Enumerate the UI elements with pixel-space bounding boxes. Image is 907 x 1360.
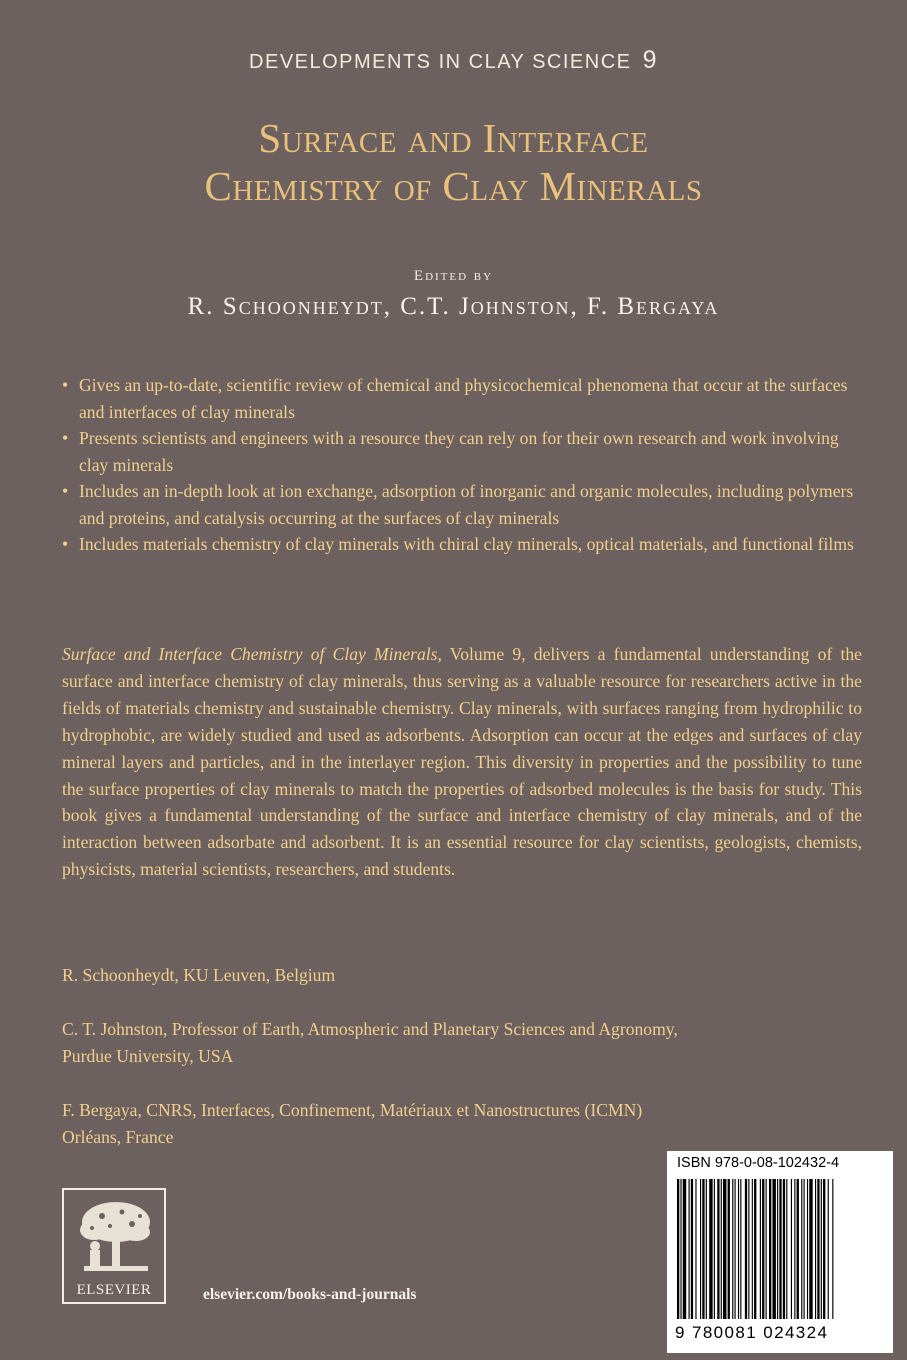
book-title-line-2: Chemistry of Clay Minerals — [204, 163, 703, 209]
ean-digits: 9 780081 024324 — [675, 1323, 829, 1342]
barcode-bar — [804, 1179, 805, 1319]
book-title-line-1: Surface and Interface — [258, 115, 649, 161]
barcode-bar — [717, 1179, 719, 1319]
description-body: Volume 9, delivers a fundamental understanding of the surface and interface chemistry of clay minerals, thus serving as a valuable resource for researchers active in the fields of materials chemistry and sustainable chemistry. Clay minerals, with surfaces ranging from hydrophilic to hydrophobic, are widely studied and used as adsorbents. Adsorption can occur at the edges and surfaces of clay mineral layers and particles, and in the interlayer region. This diversity in properties and the possibility to tune the surface properties of clay minerals to match the properties of adsorbed molecules is the basis for study. This book gives a fundamental understanding of the surface and interface chemistry of clay minerals, and of the interaction between adsorbate and adsorbent. It is an essential resource for clay scientists, geologists, chemists, physicists, material scientists, researchers, and students. — [62, 644, 862, 880]
feature-text: Includes an in-depth look at ion exchange, adsorption of inorganic and organic molecules, including polymers and proteins, and catalysis occurring at the surfaces of clay minerals — [79, 481, 854, 528]
barcode-bar — [728, 1179, 730, 1319]
feature-item — [62, 425, 862, 478]
barcode-bar — [691, 1179, 693, 1319]
feature-text: Includes materials chemistry of clay minerals with chiral clay minerals, optical materials, and functional films — [79, 534, 854, 554]
feature-item — [62, 372, 862, 425]
barcode-bar — [762, 1179, 764, 1319]
barcode-bar — [779, 1179, 781, 1319]
barcode-bar — [821, 1179, 822, 1319]
barcode-bar — [740, 1179, 741, 1319]
bullet-icon: • — [62, 375, 69, 395]
book-description — [62, 641, 862, 883]
barcode-bar — [706, 1179, 707, 1319]
isbn-label: ISBN 978-0-08-102432-4 — [677, 1155, 840, 1171]
affiliation-line: R. Schoonheydt, KU Leuven, Belgium — [62, 965, 336, 985]
barcode-bar — [700, 1179, 701, 1319]
barcode-bar — [748, 1179, 749, 1319]
barcode-bar — [702, 1179, 704, 1319]
barcode-icon — [677, 1179, 883, 1325]
barcode-bar — [817, 1179, 819, 1319]
barcode-bar — [754, 1179, 756, 1319]
isbn-barcode — [667, 1151, 893, 1353]
affiliation-schoonheydt — [62, 962, 862, 989]
series-title — [0, 46, 907, 75]
feature-item — [62, 531, 862, 558]
barcode-bar — [791, 1179, 792, 1319]
barcode-bar — [680, 1179, 681, 1319]
barcode-bar — [677, 1179, 679, 1319]
barcode-bar — [732, 1179, 733, 1319]
barcode-bar — [772, 1179, 775, 1319]
barcode-bar — [689, 1179, 690, 1319]
barcode-bar — [797, 1179, 799, 1319]
elsevier-tree-icon — [72, 1196, 156, 1280]
bullet-icon: • — [62, 534, 69, 554]
affiliation-bergaya — [62, 1097, 862, 1150]
edited-by-label: Edited by — [413, 268, 494, 284]
barcode-bar — [801, 1179, 802, 1319]
affiliation-line: Orléans, France — [62, 1126, 174, 1147]
affiliation-line: F. Bergaya, CNRS, Interfaces, Confinement, Matériaux et Nanostructures (ICMN) — [62, 1100, 643, 1120]
barcode-bar — [695, 1179, 696, 1319]
editors-names: R. Schoonheydt, C.T. Johnston, F. Bergaya — [187, 293, 720, 320]
barcode-bar — [777, 1179, 778, 1319]
elsevier-wordmark: ELSEVIER — [76, 1282, 152, 1298]
barcode-bar — [783, 1179, 785, 1319]
barcode-bar — [760, 1179, 761, 1319]
barcode-bar — [745, 1179, 747, 1319]
barcode-bar — [809, 1179, 812, 1319]
barcode-bar — [815, 1179, 816, 1319]
feature-list — [62, 372, 862, 558]
affiliation-line: C. T. Johnston, Professor of Earth, Atmospheric and Planetary Sciences and Agronomy, — [62, 1019, 678, 1039]
barcode-bar — [823, 1179, 825, 1319]
barcode-bar — [721, 1179, 722, 1319]
description-book-title: Surface and Interface Chemistry of Clay Minerals, — [62, 644, 442, 664]
barcode-bar — [832, 1179, 833, 1319]
barcode-bar — [714, 1179, 715, 1319]
barcode-bar — [738, 1179, 739, 1319]
feature-text: Presents scientists and engineers with a resource they can rely on for their own research and work involving clay minerals — [79, 428, 839, 475]
series-name: DEVELOPMENTS IN CLAY SCIENCE — [249, 51, 632, 73]
barcode-bar — [709, 1179, 712, 1319]
barcode-bar — [769, 1179, 771, 1319]
barcode-bar — [794, 1179, 795, 1319]
barcode-bar — [828, 1179, 829, 1319]
publisher-url: elsevier.com/books-and-journals — [203, 1286, 417, 1303]
affiliation-line: Purdue University, USA — [62, 1045, 234, 1066]
barcode-bar — [723, 1179, 726, 1319]
book-title — [0, 114, 907, 210]
bullet-icon: • — [62, 481, 69, 501]
bullet-icon: • — [62, 428, 69, 448]
affiliation-johnston — [62, 1016, 862, 1069]
barcode-bar — [786, 1179, 787, 1319]
barcode-bar — [683, 1179, 686, 1319]
barcode-bar — [752, 1179, 753, 1319]
feature-text: Gives an up-to-date, scientific review of chemical and physicochemical phenomena that occur at the surfaces and interfaces of clay minerals — [79, 375, 848, 422]
elsevier-logo — [62, 1188, 166, 1304]
feature-item — [62, 478, 862, 531]
barcode-bar — [766, 1179, 767, 1319]
barcode-bar — [807, 1179, 808, 1319]
series-number: 9 — [642, 46, 658, 74]
barcode-bar — [735, 1179, 736, 1319]
